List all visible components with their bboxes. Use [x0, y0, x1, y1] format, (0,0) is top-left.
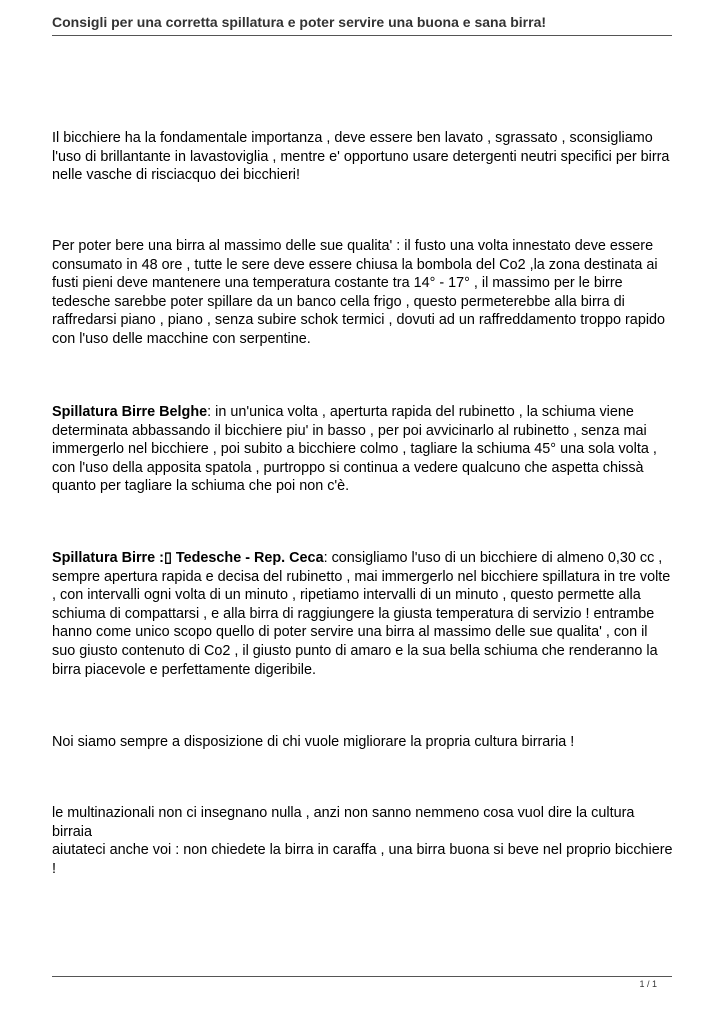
paragraph-belgian-pouring: [52, 403, 674, 496]
page-number: 1 / 1: [639, 979, 657, 989]
paragraph-keg-storage: Per poter bere una birra al massimo delle sue qualita' : il fusto una volta innestato deve essere consumato in 48 ore , tutte le sere deve essere chiusa la bombola del Co2 ,la zona destinata ai fusti pieni deve mantenere una temperatura costante tra 14° - 17° , il massimo per le birre tedesche sarebbe poter spillare da un banco cella frigo , questo permeterebbe alla birra di raffredarsi piano , piano , senza subire schok termici , dovuti ad un raffreddamento troppo rapido con l'uso delle macchine con serpentine.: [52, 238, 666, 347]
german-czech-pouring-heading: Spillatura Birre :▯ Tedesche - Rep. Ceca: [52, 550, 324, 566]
multinationals-line-1: le multinazionali non ci insegnano nulla , anzi non sanno nemmeno cosa vuol dire la cultura birraia: [52, 805, 635, 840]
footer-divider: [52, 976, 672, 977]
header-divider: [52, 35, 672, 36]
paragraph-multinationals: [52, 804, 674, 878]
page-header-title: Consigli per una corretta spillatura e poter servire una buona e sana birra!: [52, 14, 547, 30]
paragraph-german-czech-pouring: [52, 549, 674, 679]
paragraph-glass-cleaning: Il bicchiere ha la fondamentale importanza , deve essere ben lavato , sgrassato , sconsigliamo l'uso di brillantante in lavastoviglia , mentre e' opportuno usare detergenti neutri specifici per birra nelle vasche di risciacquo dei bicchieri!: [52, 130, 670, 184]
multinationals-line-2: aiutateci anche voi : non chiedete la birra in caraffa , una birra buona si beve nel proprio bicchiere !: [52, 842, 673, 877]
german-czech-pouring-text: : consigliamo l'uso di un bicchiere di almeno 0,30 cc , sempre apertura rapida e decisa del rubinetto , mai immergerlo nel bicchiere spillatura in tre volte , con intervalli ogni volta di un minuto , ripetiamo intervalli di un minuto , questo permette alla schiuma di compattarsi , e alla birra di raggiungere la giusta temperatura di servizio ! entrambe hanno come unico scopo quello di poter servire una birra al massimo delle sue qualita' , con il suo giusto contenuto di Co2 , il giusto punto di amaro e la sua bella schiuma che renderanno la birra piacevole e perfettamente digeribile.: [52, 550, 671, 678]
belgian-pouring-heading: Spillatura Birre Belghe: [52, 404, 208, 420]
paragraph-availability: Noi siamo sempre a disposizione di chi vuole migliorare la propria cultura birraria !: [52, 734, 575, 750]
belgian-pouring-text: : in un'unica volta , aperturta rapida del rubinetto , la schiuma viene determinata abbassando il bicchiere piu' in basso , per poi avvicinarlo al rubinetto , senza mai immergerlo nel bicchiere , poi subito a bicchiere colmo , tagliare la schiuma 45° una sola volta , con l'uso della apposita spatola , purtroppo si continua a vedere qualcuno che aspetta chissà quanto per tagliare la schiuma che poi non c'è.: [52, 404, 657, 495]
